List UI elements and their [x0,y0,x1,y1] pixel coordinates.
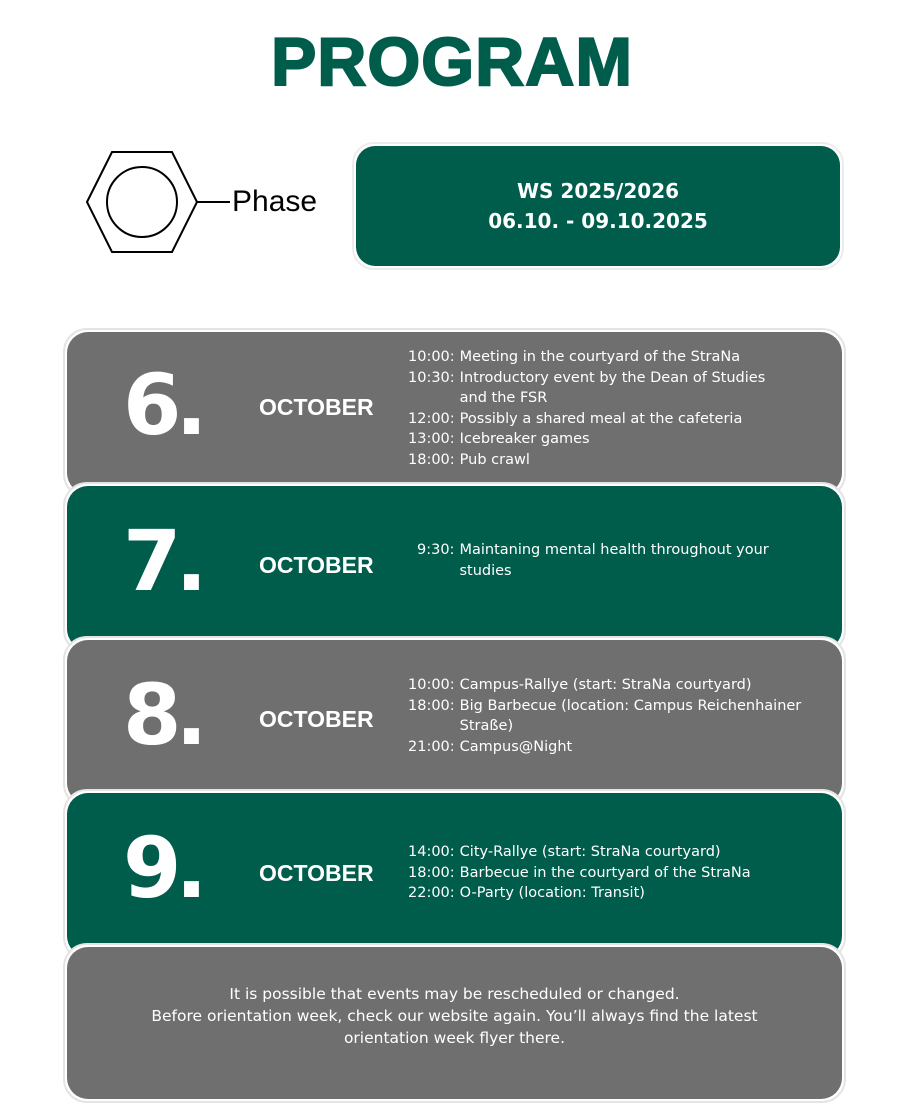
month-label: OCTOBER [259,860,374,886]
day-card-7 [63,482,846,654]
event-list [417,540,797,581]
logo-text: Phase [232,185,318,218]
event-item: 10:00: Campus-Rallye (start: StraNa courtyard) [408,677,752,693]
event-list [408,675,828,757]
event-item: 18:00: Big Barbecue (location: Campus Reichenhainer Straße) [408,697,802,735]
event-item: 10:00: Meeting in the courtyard of the StraNa [408,349,741,365]
note-line-1: It is possible that events may be rescheduled or changed. [229,985,680,1003]
event-item: 14:00: City-Rallye (start: StraNa courtyard) [408,844,721,860]
day-card-6 [63,328,846,498]
event-item: 18:00: Pub crawl [408,451,530,468]
day-number: 6. [123,356,202,454]
month-label: OCTOBER [259,394,374,420]
day-number: 9. [123,819,202,917]
event-item: 12:00: Possibly a shared meal at the cafeteria [408,410,743,427]
semester-box [352,142,844,270]
event-item: 18:00: Barbecue in the courtyard of the StraNa [408,864,751,881]
event-item: 10:30: Introductory event by the Dean of Studies and the FSR [408,369,766,407]
page-title: PROGRAM [270,24,634,100]
note-card [63,943,846,1103]
semester-dates: 06.10. - 09.10.2025 [488,209,708,233]
semester-label: WS 2025/2026 [516,179,680,203]
day-number: 7. [123,512,202,610]
event-item: 22:00: O-Party (location: Transit) [408,885,645,902]
event-item: 21:00: Campus@Night [408,738,573,755]
day-card-8 [63,636,846,808]
month-label: OCTOBER [259,706,374,732]
day-card-9 [63,789,846,961]
event-list [408,842,828,904]
month-label: OCTOBER [259,552,374,578]
event-list [408,347,788,471]
event-item: 9:30: Maintaning mental health throughout your studies [417,542,769,579]
note-line-2: Before orientation week, check our website again. You’ll always find the latest orientation week flyer there. [151,1007,758,1047]
day-number: 8. [123,666,202,764]
event-item: 13:00: Icebreaker games [408,431,590,448]
